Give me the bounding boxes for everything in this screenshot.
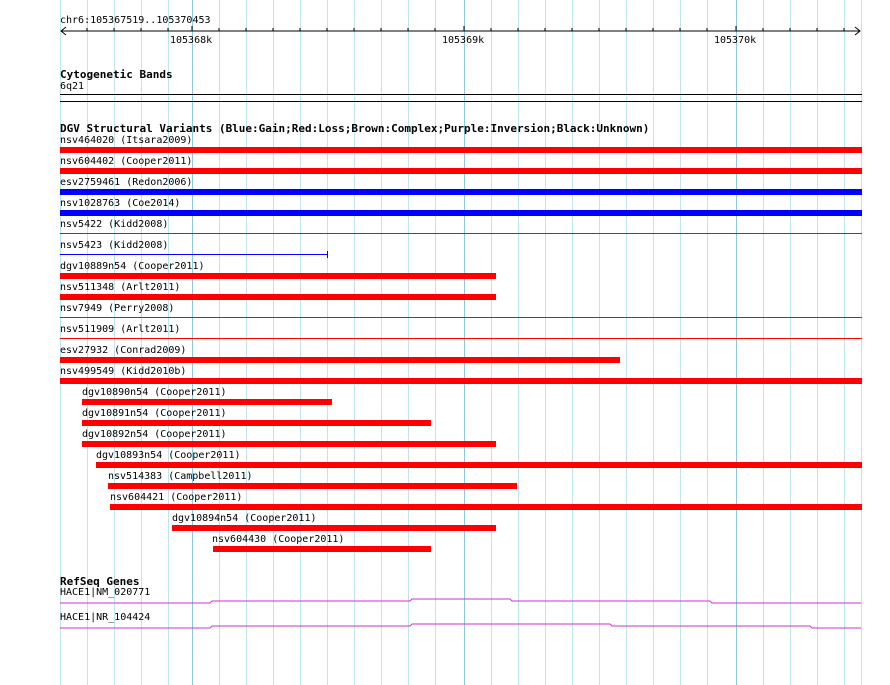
gene-model-nm-020771 [60, 599, 861, 603]
feature-label: nsv1028763 (Coe2014) [60, 198, 181, 209]
feature-label: nsv499549 (Kidd2010b) [60, 366, 187, 377]
feature-label: esv27932 (Conrad2009) [60, 345, 187, 356]
feature-label: nsv5422 (Kidd2008) [60, 219, 169, 230]
feature-label: nsv514383 (Campbell2011) [108, 471, 253, 482]
feature-label: nsv464020 (Itsara2009) [60, 135, 193, 146]
gene-model-nr-104424 [60, 624, 861, 628]
feature-label: dgv10890n54 (Cooper2011) [82, 387, 227, 398]
locus-label: chr6:105367519..105370453 [60, 15, 211, 26]
feature-label: dgv10892n54 (Cooper2011) [82, 429, 227, 440]
feature-label: nsv7949 (Perry2008) [60, 303, 175, 314]
track-title-cytobands[interactable]: Cytogenetic Bands [60, 68, 173, 81]
track-title-dgv[interactable]: DGV Structural Variants (Blue:Gain;Red:Loss;Brown:Complex;Purple:Inversion;Black:Unknown) [60, 122, 650, 135]
feature-label: dgv10891n54 (Cooper2011) [82, 408, 227, 419]
gene-label: HACE1|NR_104424 [60, 612, 151, 623]
track-title-refseq[interactable]: RefSeq Genes [60, 575, 140, 588]
feature-label: esv2759461 (Redon2006) [60, 177, 193, 188]
feature-label: nsv511348 (Arlt2011) [60, 282, 181, 293]
feature-label: nsv604421 (Cooper2011) [110, 492, 243, 503]
feature-label: dgv10894n54 (Cooper2011) [172, 513, 317, 524]
feature-label: dgv10893n54 (Cooper2011) [96, 450, 241, 461]
gene-label: HACE1|NM_020771 [60, 587, 151, 598]
cytoband-label: 6q21 [60, 81, 85, 92]
tick-label: 105369k [442, 35, 485, 46]
feature-label: nsv511909 (Arlt2011) [60, 324, 181, 335]
feature-label: nsv5423 (Kidd2008) [60, 240, 169, 251]
tick-label: 105368k [170, 35, 213, 46]
feature-label: nsv604430 (Cooper2011) [212, 534, 345, 545]
feature-label: nsv604402 (Cooper2011) [60, 156, 193, 167]
feature-label: dgv10889n54 (Cooper2011) [60, 261, 205, 272]
tick-label: 105370k [714, 35, 757, 46]
